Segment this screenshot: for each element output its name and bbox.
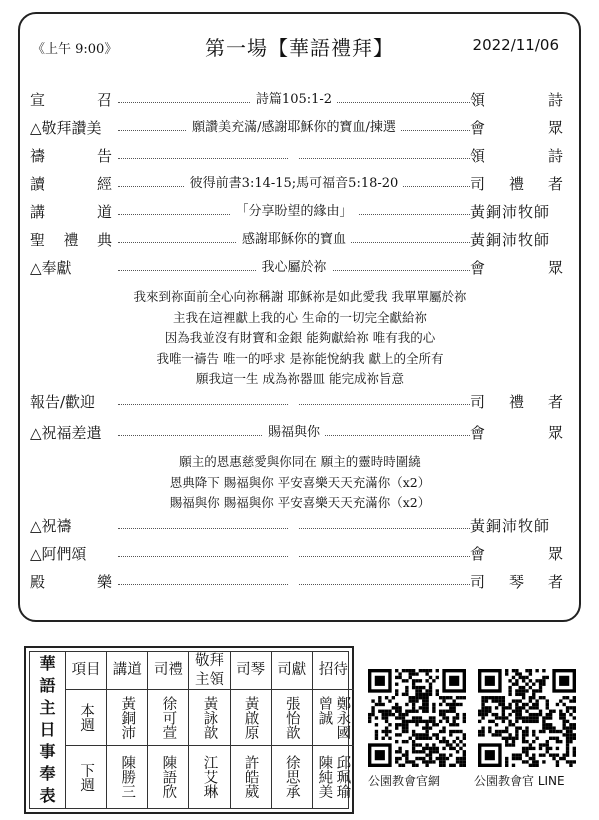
service-item-name: 聖 禮 典 bbox=[30, 231, 112, 249]
service-item-content-text: 彼得前書3:14-15;馬可福音5:18-20 bbox=[185, 176, 404, 191]
lyric-line: 我來到祢面前全心向祢稱謝 耶穌祢是如此愛我 我單單屬於祢 bbox=[133, 289, 467, 304]
service-row bbox=[30, 228, 561, 252]
roster-column bbox=[66, 652, 107, 808]
service-item-content-text bbox=[289, 546, 299, 561]
offering-lyrics bbox=[40, 287, 560, 390]
program-header bbox=[22, 30, 577, 60]
service-item-person: 黃銅沛牧師 bbox=[470, 231, 551, 249]
service-item-content-text: 願讚美充滿/感謝耶穌你的寶血/揀選 bbox=[187, 120, 401, 135]
roster-cell bbox=[189, 690, 229, 746]
service-item-name: 講 道 bbox=[30, 203, 112, 221]
roster-cell bbox=[107, 746, 147, 808]
roster-name: 張怡歆 bbox=[283, 695, 300, 740]
roster-cell bbox=[148, 690, 188, 746]
lyric-line: 主我在這裡獻上我的心 生命的一切完全獻給祢 bbox=[173, 309, 427, 325]
roster-name: 徐思承 bbox=[283, 755, 300, 799]
roster-header-text: 招待 bbox=[318, 662, 348, 678]
service-row bbox=[30, 542, 561, 566]
roster-header-cell bbox=[231, 652, 271, 690]
roster-header-text: 講道 bbox=[112, 662, 142, 678]
service-item-content bbox=[118, 421, 470, 445]
roster-name: 黃銅沛 bbox=[119, 695, 136, 740]
roster-column bbox=[107, 652, 148, 808]
roster-cell bbox=[107, 690, 147, 746]
service-item-content bbox=[118, 144, 470, 168]
service-item-person: 司 禮 者 bbox=[470, 393, 563, 411]
service-item-person: 領 詩 bbox=[470, 91, 563, 109]
roster-name: 邱珮瑜 陳純美 bbox=[316, 755, 351, 799]
roster-name: 江艾琳 bbox=[201, 755, 218, 799]
service-row bbox=[30, 570, 561, 594]
roster-header-cell bbox=[148, 652, 188, 690]
service-item-name: △祝禱 bbox=[30, 517, 72, 535]
roster-header-cell bbox=[313, 652, 354, 690]
roster-name: 鄭永國 曾誠 bbox=[316, 695, 351, 740]
roster-header-cell bbox=[272, 652, 312, 690]
service-item-content bbox=[118, 542, 470, 566]
roster-column bbox=[189, 652, 230, 808]
service-item-content bbox=[118, 570, 470, 594]
service-item-content-text: 詩篇105:1-2 bbox=[251, 92, 337, 107]
roster-cell bbox=[313, 746, 354, 808]
service-row bbox=[30, 200, 561, 224]
roster-cell bbox=[66, 690, 106, 746]
service-item-name: △奉獻 bbox=[30, 259, 72, 277]
roster-name: 本週 bbox=[78, 703, 95, 732]
qr-code-line[interactable] bbox=[478, 668, 576, 768]
lyric-line: 願我這一生 成為祢器皿 能完成祢旨意 bbox=[196, 371, 404, 386]
roster-cell bbox=[272, 690, 312, 746]
service-title: 第一場【華語禮拜】 bbox=[205, 36, 394, 60]
service-item-content bbox=[118, 116, 470, 140]
service-roster-table bbox=[24, 646, 354, 814]
service-item-name: 殿 樂 bbox=[30, 573, 112, 591]
roster-name: 許皓葳 bbox=[242, 755, 259, 799]
roster-column bbox=[313, 652, 354, 808]
service-item-content bbox=[118, 200, 470, 224]
roster-cell bbox=[272, 746, 312, 808]
roster-name: 陳語欣 bbox=[160, 755, 177, 799]
service-date: 2022/11/06 bbox=[472, 36, 559, 54]
roster-name: 下週 bbox=[78, 762, 95, 792]
service-item-content bbox=[118, 390, 470, 414]
roster-name: 陳勝三 bbox=[119, 755, 136, 799]
service-row bbox=[30, 256, 561, 280]
service-row bbox=[30, 116, 561, 140]
service-item-content bbox=[118, 256, 470, 280]
roster-column bbox=[231, 652, 272, 808]
service-row bbox=[30, 88, 561, 112]
roster-cell bbox=[148, 746, 188, 808]
service-item-content-text: 賜福與你 bbox=[263, 425, 325, 440]
service-item-person: 司 禮 者 bbox=[470, 175, 563, 193]
roster-title: 華 語 主 日 事 奉 表 bbox=[30, 652, 66, 808]
roster-header-cell bbox=[107, 652, 147, 690]
roster-cell bbox=[231, 746, 271, 808]
qr-website-label: 公園教會官網 bbox=[368, 774, 441, 788]
service-item-content bbox=[118, 172, 470, 196]
roster-header-text: 司琴 bbox=[236, 662, 266, 678]
service-row bbox=[30, 421, 561, 445]
service-item-person: 領 詩 bbox=[470, 147, 563, 165]
service-item-name: △阿們頌 bbox=[30, 545, 87, 563]
service-item-content-text bbox=[289, 148, 299, 163]
service-item-content-text bbox=[289, 574, 299, 589]
roster-column bbox=[272, 652, 313, 808]
service-item-content bbox=[118, 88, 470, 112]
service-item-name: △敬拜讚美 bbox=[30, 119, 102, 137]
lyric-line: 我唯一禱告 唯一的呼求 是祢能悅納我 獻上的全所有 bbox=[156, 350, 444, 366]
service-item-content-text: 感謝耶穌你的寶血 bbox=[237, 232, 351, 247]
service-item-person: 會 眾 bbox=[470, 119, 563, 137]
service-row bbox=[30, 172, 561, 196]
service-item-content-text bbox=[289, 394, 299, 409]
roster-cell bbox=[189, 746, 229, 808]
lyric-line: 恩典降下 賜福與你 平安喜樂天天充滿你（x2） bbox=[169, 474, 431, 490]
service-item-content-text bbox=[289, 518, 299, 533]
roster-header-text: 敬拜 主領 bbox=[194, 652, 224, 688]
service-item-content-text: 「分享盼望的緣由」 bbox=[230, 204, 357, 219]
service-item-name: 讀 經 bbox=[30, 175, 112, 193]
service-row bbox=[30, 144, 561, 168]
qr-code-website[interactable] bbox=[368, 668, 466, 768]
lyric-line: 因為我並沒有財寶和金銀 能夠獻給祢 唯有我的心 bbox=[164, 330, 436, 345]
lyric-line: 賜福與你 賜福與你 平安喜樂天天充滿你（x2） bbox=[169, 495, 431, 510]
roster-column bbox=[148, 652, 189, 808]
service-item-content-text: 我心屬於祢 bbox=[256, 260, 331, 275]
service-item-name: △祝福差遣 bbox=[30, 424, 102, 442]
roster-header-text: 司獻 bbox=[277, 662, 307, 678]
qr-line-label: 公園教會官 LINE bbox=[474, 774, 565, 788]
roster-header-text: 司禮 bbox=[153, 662, 183, 678]
roster-name: 徐可萱 bbox=[160, 695, 177, 740]
service-item-person: 黃銅沛牧師 bbox=[470, 203, 551, 221]
service-item-person: 會 眾 bbox=[470, 545, 563, 563]
service-item-person: 黃銅沛牧師 bbox=[470, 517, 551, 535]
service-row bbox=[30, 390, 561, 414]
roster-name: 黃啟原 bbox=[242, 695, 259, 740]
roster-cell bbox=[66, 746, 106, 808]
roster-name: 黃詠歆 bbox=[201, 695, 218, 740]
service-item-name: 宣 召 bbox=[30, 91, 112, 109]
blessing-lyrics bbox=[40, 452, 560, 514]
roster-header-cell bbox=[189, 652, 229, 690]
service-item-person: 會 眾 bbox=[470, 424, 563, 442]
service-item-name: 報告/歡迎 bbox=[30, 393, 96, 411]
service-item-person: 會 眾 bbox=[470, 259, 563, 277]
service-item-person: 司 琴 者 bbox=[470, 573, 563, 591]
roster-cell bbox=[231, 690, 271, 746]
service-time: 《上午 9:00》 bbox=[32, 42, 118, 57]
service-item-name: 禱 告 bbox=[30, 147, 112, 165]
lyric-line: 願主的恩惠慈愛與你同在 願主的靈時時圍繞 bbox=[179, 454, 421, 469]
service-item-content bbox=[118, 228, 470, 252]
roster-header-text: 項目 bbox=[71, 662, 101, 678]
service-item-content bbox=[118, 514, 470, 538]
roster-cell bbox=[313, 690, 354, 746]
roster-grid bbox=[66, 652, 351, 808]
roster-header-cell bbox=[66, 652, 106, 690]
service-row bbox=[30, 514, 561, 538]
